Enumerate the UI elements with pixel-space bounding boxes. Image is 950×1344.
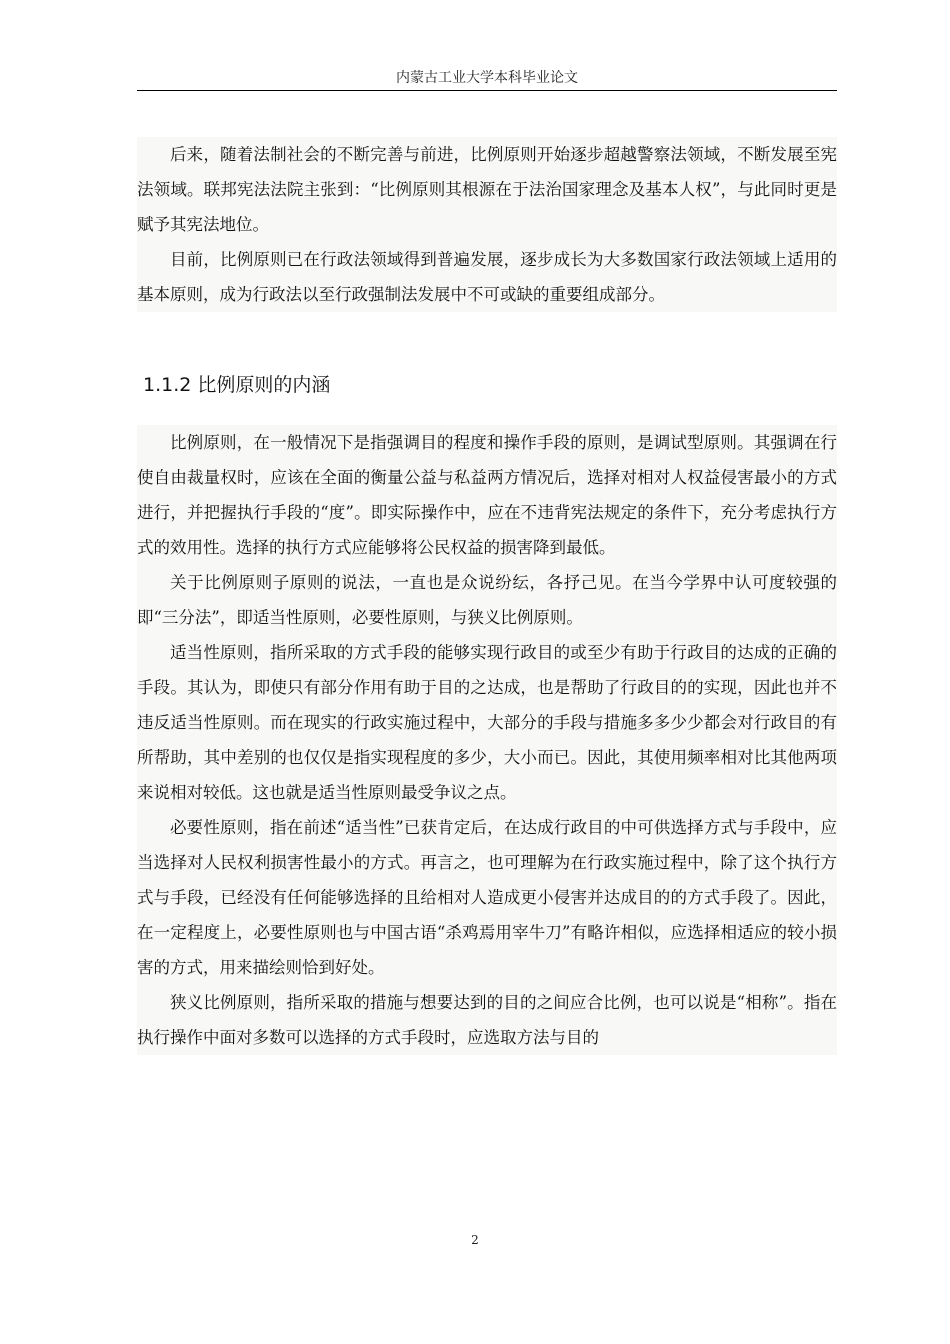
body-text-section: [137, 425, 837, 1055]
paragraph: 后来，随着法制社会的不断完善与前进，比例原则开始逐步超越警察法领域，不断发展至宪法领域。联邦宪法法院主张到：“比例原则其根源在于法治国家理念及基本人权”，与此同时更是赋予其宪法地位。: [137, 145, 837, 234]
paragraph: 必要性原则，指在前述“适当性”已获肯定后，在达成行政目的中可供选择方式与手段中，应当选择对人民权利损害性最小的方式。再言之，也可理解为在行政实施过程中，除了这个执行方式与手段，已经没有任何能够选择的且给相对人造成更小侵害并达成目的的方式手段了。因此，在一定程度上，必要性原则也与中国古语“杀鸡焉用宰牛刀”有略许相似，应选择相适应的较小损害的方式，用来描绘则恰到好处。: [137, 818, 837, 977]
paragraph: 比例原则，在一般情况下是指强调目的程度和操作手段的原则，是调试型原则。其强调在行使自由裁量权时，应该在全面的衡量公益与私益两方情况后，选择对相对人权益侵害最小的方式进行，并把握执行手段的“度”。即实际操作中，应在不违背宪法规定的条件下，充分考虑执行方式的效用性。选择的执行方式应能够将公民权益的损害降到最低。: [137, 433, 837, 557]
paragraph: 目前，比例原则已在行政法领域得到普遍发展，逐步成长为大多数国家行政法领域上适用的基本原则，成为行政法以至行政强制法发展中不可或缺的重要组成部分。: [137, 250, 837, 304]
page-header: 内蒙古工业大学本科毕业论文: [137, 68, 837, 91]
paragraph: 适当性原则，指所采取的方式手段的能够实现行政目的或至少有助于行政目的达成的正确的手段。其认为，即使只有部分作用有助于目的之达成，也是帮助了行政目的的实现，因此也并不违反适当性原则。而在现实的行政实施过程中，大部分的手段与措施多多少少都会对行政目的有所帮助，其中差别的也仅仅是指实现程度的多少，大小而已。因此，其使用频率相对比其他两项来说相对较低。这也就是适当性原则最受争议之点。: [137, 643, 837, 802]
page-number: 2: [471, 1233, 479, 1247]
body-text-top: [137, 137, 837, 312]
section-heading: 1.1.2 比例原则的内涵: [143, 374, 331, 396]
paragraph: 关于比例原则子原则的说法，一直也是众说纷纭，各抒己见。在当今学界中认可度较强的即“三分法”，即适当性原则，必要性原则，与狭义比例原则。: [137, 573, 837, 627]
paragraph: 狭义比例原则，指所采取的措施与想要达到的目的之间应合比例，也可以说是“相称”。指在执行操作中面对多数可以选择的方式手段时，应选取方法与目的: [137, 993, 837, 1047]
